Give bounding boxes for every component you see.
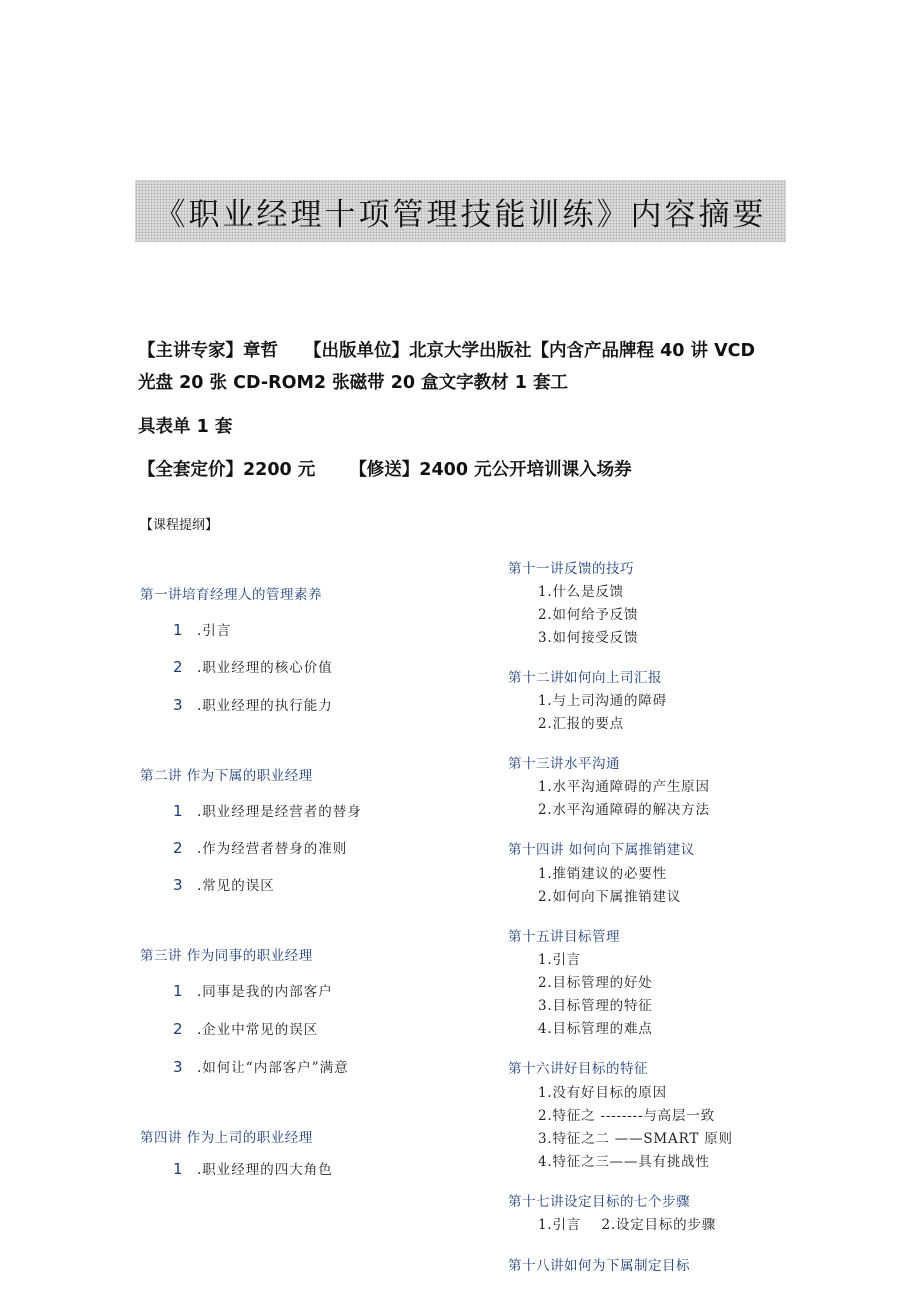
lecture-15-item: 3.目标管理的特征 <box>538 998 653 1014</box>
lecture-11-title: 第十一讲反馈的技巧 <box>508 561 634 577</box>
publisher: 【出版单位】北京大学出版社 <box>304 341 532 361</box>
lecture-16-title: 第十六讲好目标的特征 <box>508 1061 648 1077</box>
lecture-14-item: 1.推销建议的必要性 <box>538 866 667 882</box>
lecture-3-item: 3 .如何让“内部客户”满意 <box>173 1058 349 1076</box>
lecture-12-item: 1.与上司沟通的障碍 <box>538 693 667 709</box>
contents: 【内含产品牌程 40 讲 VCD <box>531 341 756 361</box>
gift: 【修送】2400 元公开培训课入场券 <box>349 460 632 480</box>
info-line-1 <box>138 337 755 362</box>
lecture-17-title: 第十七讲设定目标的七个步骤 <box>508 1194 690 1210</box>
lecture-1-item: 1 .引言 <box>173 621 232 639</box>
lecture-15-title: 第十五讲目标管理 <box>508 929 620 945</box>
lecture-13-item: 1.水平沟通障碍的产生原因 <box>538 779 710 795</box>
lecture-16-item: 2.特征之 --------与高层一致 <box>538 1108 715 1124</box>
title-banner <box>135 180 786 242</box>
info-line-4 <box>138 456 632 481</box>
lecture-2-item: 1 .职业经理是经营者的替身 <box>173 802 362 820</box>
lecture-3-title: 第三讲 作为同事的职业经理 <box>140 948 313 964</box>
lecture-2-item: 2 .作为经营者替身的准则 <box>173 839 348 857</box>
lecture-13-item: 2.水平沟通障碍的解决方法 <box>538 802 710 818</box>
lecture-11-item: 3.如何接受反馈 <box>538 630 639 646</box>
lecture-3-item: 2 .企业中常见的误区 <box>173 1020 319 1038</box>
lecture-1-item: 3 .职业经理的执行能力 <box>173 696 333 714</box>
info-line-3: 具表单 1 套 <box>138 417 233 437</box>
lecture-3-item: 1 .同事是我的内部客户 <box>173 982 333 1000</box>
price: 【全套定价】2200 元 <box>138 460 316 480</box>
lecture-13-title: 第十三讲水平沟通 <box>508 756 620 772</box>
lecture-4-title: 第四讲 作为上司的职业经理 <box>140 1130 313 1146</box>
lecture-11-item: 1.什么是反馈 <box>538 584 624 600</box>
page-title: 《职业经理十项管理技能训练》内容摘要 <box>154 196 767 233</box>
lecture-17-item: 1.引言 2.设定目标的步骤 <box>538 1217 717 1233</box>
lecture-15-item: 1.引言 <box>538 952 582 968</box>
lecture-12-item: 2.汇报的要点 <box>538 716 624 732</box>
lecture-16-item: 1.没有好目标的原因 <box>538 1085 667 1101</box>
lecture-14-item: 2.如何向下属推销建议 <box>538 889 682 905</box>
lecture-2-item: 3 .常见的误区 <box>173 876 275 894</box>
lecture-1-item: 2 .职业经理的核心价值 <box>173 658 333 676</box>
outline-label: 【课程提纲】 <box>140 518 219 533</box>
lecture-1-title: 第一讲培育经理人的管理素养 <box>140 587 322 603</box>
lecture-16-item: 4.特征之三——具有挑战性 <box>538 1154 710 1170</box>
lecture-4-item-clipped: 1 .职业经理的四大角色 <box>173 1160 333 1178</box>
lecture-14-title: 第十四讲 如何向下属推销建议 <box>508 842 695 858</box>
info-line-2: 光盘 20 张 CD-ROM2 张磁带 20 盒文字教材 1 套工 <box>138 373 569 393</box>
lecture-15-item: 4.目标管理的难点 <box>538 1021 653 1037</box>
lecturer: 【主讲专家】章哲 <box>138 341 278 361</box>
lecture-18-title: 第十八讲如何为下属制定目标 <box>508 1258 690 1274</box>
lecture-16-item: 3.特征之二 ——SMART 原则 <box>538 1131 733 1147</box>
lecture-15-item: 2.目标管理的好处 <box>538 975 653 991</box>
lecture-12-title: 第十二讲如何向上司汇报 <box>508 670 662 686</box>
lecture-2-title: 第二讲 作为下属的职业经理 <box>140 768 313 784</box>
lecture-11-item: 2.如何给予反馈 <box>538 607 639 623</box>
